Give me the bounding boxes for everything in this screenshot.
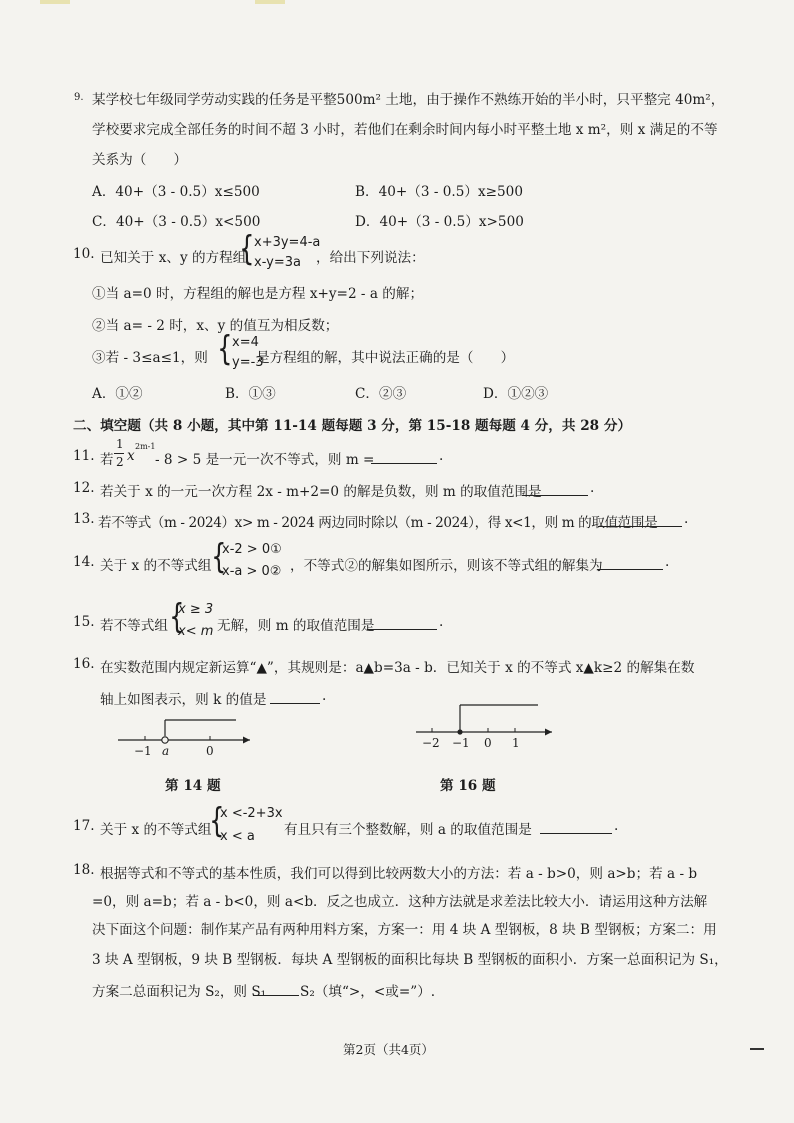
question-18-line-1: 根据等式和不等式的基本性质，我们可以得到比较两数大小的方法：若 a - b>0，则 a>b；若 a - b (100, 866, 698, 882)
arrow-head-icon (243, 737, 250, 744)
question-12-text: 若关于 x 的一元一次方程 2x - m+2=0 的解是负数，则 m 的取值范围是 (100, 484, 542, 500)
period: . (684, 511, 689, 527)
question-14-inequality-2: x-a > 0② (222, 564, 282, 579)
figure-14-number-line (110, 710, 260, 760)
question-13-answer-blank[interactable] (598, 512, 682, 527)
period: . (439, 614, 444, 630)
question-10-option-c: C．②③ (355, 386, 407, 402)
section-2-heading: 二、填空题（共 8 小题，其中第 11-14 题每题 3 分，第 15-18 题每题 4 分，共 28 分） (73, 418, 632, 434)
question-17-inequality-2: x < a (220, 829, 255, 844)
question-15-text: 无解，则 m 的取值范围是 (217, 618, 375, 634)
question-17-text: 有且只有三个整数解，则 a 的取值范围是 (284, 822, 532, 838)
question-16-answer-blank[interactable] (270, 689, 320, 704)
question-12-number: 12. (73, 480, 95, 496)
question-9-option-d: D．40+（3 - 0.5）x>500 (355, 214, 524, 230)
fraction-numerator: 1 (116, 437, 124, 451)
question-15-inequality-2: x< m (178, 624, 214, 639)
question-15-number: 15. (73, 614, 95, 630)
period: . (614, 818, 619, 834)
question-17-prompt: 关于 x 的不等式组 (100, 822, 212, 838)
question-16-number: 16. (73, 656, 95, 672)
figure-16-tick-label: −2 (422, 736, 440, 750)
page-number: 第2页（共4页） (343, 1042, 434, 1057)
question-10-equation-2: x-y=3a (254, 255, 301, 270)
question-10-option-a: A．①② (92, 386, 143, 402)
question-17-inequality-1: x <-2+3x (220, 806, 283, 821)
question-10-statement-3-end: 是方程组的解，其中说法正确的是（ ） (256, 350, 515, 366)
question-15-answer-blank[interactable] (367, 615, 437, 630)
question-18-line-3: 决下面这个问题：制作某产品有两种用料方案，方案一：用 4 块 A 型钢板，8 块 B 型钢板；方案二：用 (92, 922, 717, 938)
fraction-denominator: 2 (116, 455, 124, 469)
question-18-number: 18. (73, 862, 95, 878)
exponent: 2m-1 (135, 442, 156, 451)
question-13-text: 若不等式（m - 2024）x> m - 2024 两边同时除以（m - 2024），得 x<1，则 m 的取值范围是 (98, 515, 658, 531)
question-15-prompt: 若不等式组 (100, 618, 168, 634)
system-brace: { (239, 229, 255, 269)
question-14-prompt: 关于 x 的不等式组 (100, 558, 212, 574)
figure-16-tick-label: 1 (512, 736, 520, 750)
question-11-answer-blank[interactable] (371, 449, 437, 464)
figure-14-tick-label: −1 (134, 744, 152, 758)
period: . (665, 554, 670, 570)
question-10-statement-2: ②当 a= - 2 时，x、y 的值互为相反数； (92, 318, 339, 334)
period: . (439, 448, 444, 464)
figure-14-tick-label: a (162, 744, 170, 758)
question-16-line-2: 轴上如图表示，则 k 的值是 (100, 692, 267, 708)
question-11-prefix: 若 (100, 452, 114, 468)
question-14-text: ，不等式②的解集如图所示，则该不等式组的解集为 (290, 558, 603, 574)
question-9-line-1: 某学校七年级同学劳动实践的任务是平整500m² 土地，由于操作不熟练开始的半小时，只平整完 40m²， (92, 92, 725, 108)
system-brace: { (209, 801, 225, 841)
question-14-inequality-1: x-2 > 0① (222, 542, 282, 557)
question-9-option-c: C．40+（3 - 0.5）x<500 (92, 214, 261, 230)
scan-mark (750, 1048, 764, 1050)
question-18-line-4: 3 块 A 型钢板，9 块 B 型钢板．每块 A 型钢板的面积比每块 B 型钢板的面积小．方案一总面积记为 S₁， (92, 952, 728, 968)
question-10-option-d: D．①②③ (483, 386, 549, 402)
figure-14-tick-label: 0 (206, 744, 214, 758)
question-11-number: 11. (73, 448, 95, 464)
question-10-prompt-end: ，给出下列说法： (316, 250, 425, 266)
fraction-bar (114, 453, 124, 454)
open-circle-icon (162, 737, 168, 743)
question-9-line-3: 关系为（ ） (92, 152, 188, 168)
figure-16-caption: 第 16 题 (440, 778, 496, 794)
question-12-answer-blank[interactable] (522, 481, 588, 496)
question-10-equation-1: x+3y=4-a (254, 235, 321, 250)
question-10-statement-1: ①当 a=0 时，方程组的解也是方程 x+y=2 - a 的解； (92, 286, 424, 302)
variable-x: x (127, 448, 135, 464)
question-14-number: 14. (73, 554, 95, 570)
question-17-answer-blank[interactable] (540, 819, 612, 834)
system-brace: { (169, 597, 185, 637)
question-18-line-5-end: S₂（填“>，<或=”）. (300, 984, 436, 1000)
figure-16-tick-label: −1 (452, 736, 470, 750)
system-brace: { (211, 537, 227, 577)
question-17-number: 17. (73, 818, 95, 834)
question-18-line-2: =0，则 a=b；若 a - b<0，则 a<b．反之也成立．这种方法就是求差法比较大小．请运用这种方法解 (92, 894, 708, 910)
question-9-option-b: B．40+（3 - 0.5）x≥500 (355, 184, 523, 200)
question-16-line-1: 在实数范围内规定新运算“▲”，其规则是：a▲b=3a - b．已知关于 x 的不等式 x▲k≥2 的解集在数 (100, 660, 695, 676)
question-10-prompt: 已知关于 x、y 的方程组 (100, 250, 247, 266)
question-9-number: 9. (74, 92, 84, 103)
question-10-option-b: B．①③ (225, 386, 276, 402)
figure-14-caption: 第 14 题 (165, 778, 221, 794)
question-10-solution-x: x=4 (232, 335, 259, 350)
scan-mark (255, 0, 285, 4)
question-13-number: 13. (73, 511, 95, 527)
question-10-number: 10. (73, 246, 95, 262)
question-10-solution-y: y=-3 (232, 355, 264, 370)
question-15-inequality-1: x ≥ 3 (178, 602, 214, 617)
question-10-statement-3: ③若 - 3≤a≤1，则 (92, 350, 208, 366)
question-14-answer-blank[interactable] (597, 555, 663, 570)
figure-16-tick-label: 0 (484, 736, 492, 750)
question-18-answer-blank[interactable] (253, 981, 299, 996)
question-11-text: - 8 > 5 是一元一次不等式，则 m = (155, 452, 375, 468)
scan-mark (40, 0, 70, 4)
question-9-option-a: A．40+（3 - 0.5）x≤500 (92, 184, 260, 200)
closed-circle-icon (457, 729, 462, 734)
question-18-line-5: 方案二总面积记为 S₂，则 S₁ (92, 984, 267, 1000)
period: . (590, 480, 595, 496)
question-9-line-2: 学校要求完成全部任务的时间不超 3 小时，若他们在剩余时间内每小时平整土地 x m²，则 x 满足的不等 (92, 122, 718, 138)
system-brace: { (217, 329, 233, 369)
arrow-head-icon (545, 729, 552, 736)
period: . (322, 688, 327, 704)
